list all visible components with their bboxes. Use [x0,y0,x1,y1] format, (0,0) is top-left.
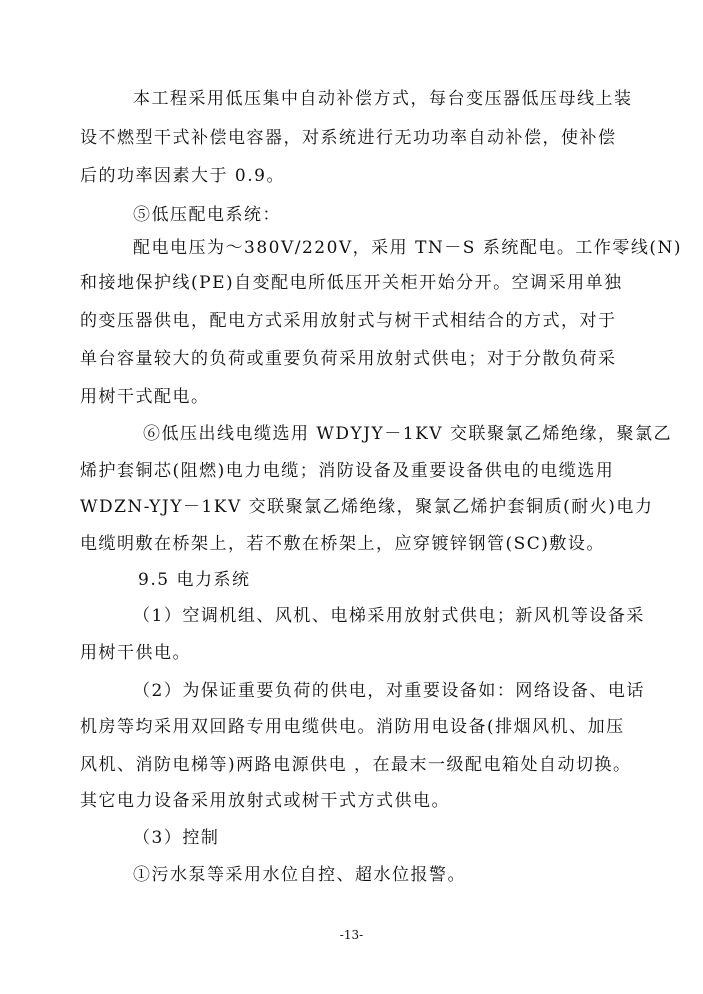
paragraph-line-2: 设不燃型干式补偿电容器，对系统进行无功功率自动补偿，使补偿 [80,128,617,148]
paragraph-line-1: 本工程采用低压集中自动补偿方式，每台变压器低压母线上装 [133,89,633,109]
paragraph-line-18: 机房等均采用双回路专用电缆供电。消防用电设备(排烟风机、加压 [80,717,625,737]
paragraph-line-9: 用树干式配电。 [80,387,210,407]
paragraph-line-13: 电缆明敷在桥架上，若不敷在桥架上，应穿镀锌钢管(SC)敷设。 [80,534,605,554]
paragraph-line-16: 用树干供电。 [80,643,191,663]
paragraph-line-22: ①污水泵等采用水位自控、超水位报警。 [133,865,466,885]
paragraph-line-20: 其它电力设备采用放射式或树干式方式供电。 [80,791,450,811]
paragraph-line-8: 单台容量较大的负荷或重要负荷采用放射式供电；对于分散负荷采 [80,349,617,369]
paragraph-line-11: 烯护套铜芯(阻燃)电力电缆；消防设备及重要设备供电的电缆选用 [80,461,615,481]
paragraph-line-6: 和接地保护线(PE)自变配电所低压开关柜开始分开。空调采用单独 [80,273,623,293]
paragraph-line-15: （1）空调机组、风机、电梯采用放射式供电；新风机等设备采 [133,606,645,626]
page-number: -13- [339,928,364,942]
paragraph-line-7: 的变压器供电，配电方式采用放射式与树干式相结合的方式，对于 [80,311,617,331]
paragraph-line-19: 风机、消防电梯等)两路电源供电 ，在最末一级配电箱处自动切换。 [80,755,632,775]
section-heading-power-system: 9.5 电力系统 [138,570,251,590]
paragraph-line-5: 配电电压为～380V/220V，采用 TN－S 系统配电。工作零线(N) [133,238,682,258]
section-heading-low-voltage-distribution: ⑤低压配电系统： [133,205,281,225]
paragraph-line-3: 后的功率因素大于 0.9。 [80,166,285,186]
paragraph-line-17: （2）为保证重要负荷的供电，对重要设备如：网络设备、电话 [133,681,645,701]
paragraph-line-10: ⑥低压出线电缆选用 WDYJY－1KV 交联聚氯乙烯绝缘，聚氯乙 [143,424,672,444]
section-heading-control: （3）控制 [133,828,220,848]
paragraph-line-12: WDZN-YJY－1KV 交联聚氯乙烯绝缘，聚氯乙烯护套铜质(耐火)电力 [80,497,654,517]
